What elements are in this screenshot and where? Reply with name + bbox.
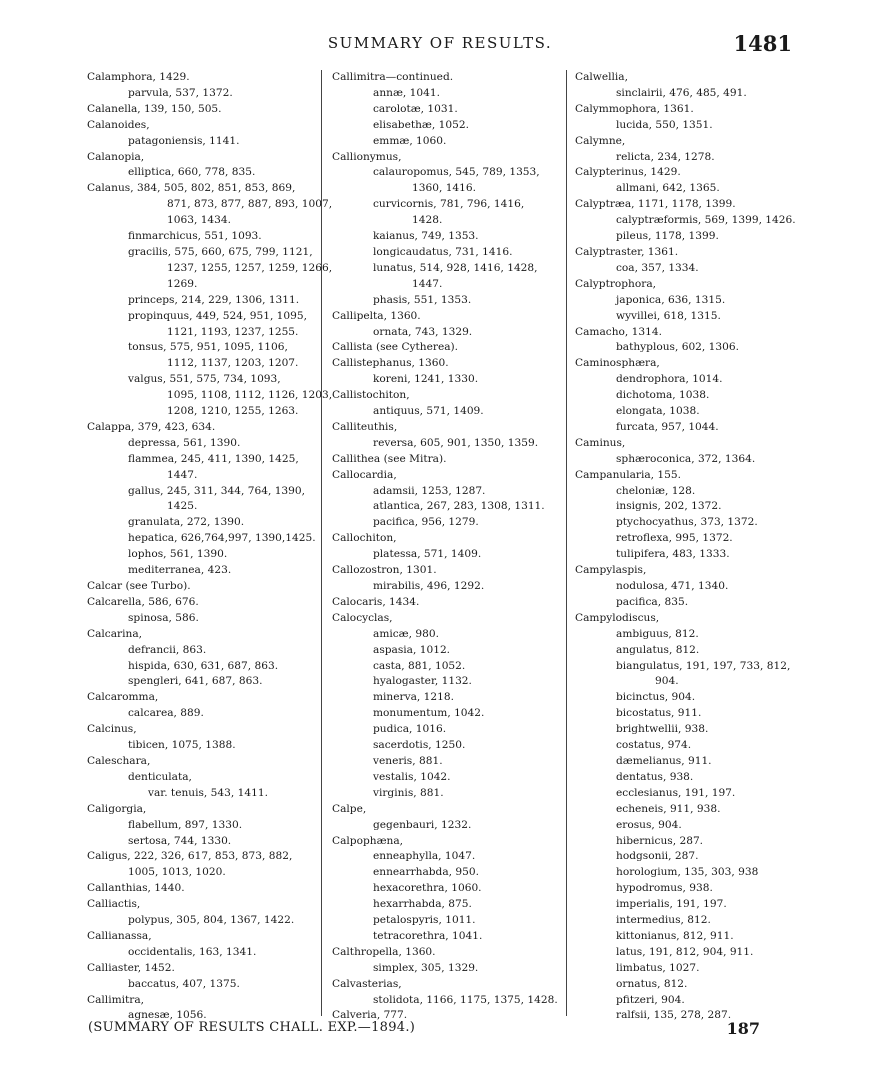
index-genus-entry: Calypterinus, 1429.: [575, 166, 681, 179]
index-species-entry: pacifica, 835.: [616, 595, 689, 608]
index-species-entry: sertosa, 744, 1330.: [128, 834, 232, 847]
index-species-entry: furcata, 957, 1044.: [616, 420, 719, 433]
index-species-entry: adamsii, 1253, 1287.: [373, 484, 486, 497]
index-species-entry: horologium, 135, 303, 938: [616, 866, 759, 879]
index-genus-entry: Callianassa,: [87, 929, 152, 942]
index-species-entry: monumentum, 1042.: [373, 707, 485, 720]
index-species-entry: patagoniensis, 1141.: [128, 134, 240, 147]
index-species-entry: ecclesianus, 191, 197.: [616, 786, 736, 799]
page-title: SUMMARY OF RESULTS.: [327, 34, 553, 52]
index-species-entry: allmani, 642, 1365.: [616, 182, 720, 195]
index-species-entry: hexacorethra, 1060.: [373, 882, 482, 895]
index-species-entry: 904.: [655, 675, 679, 688]
index-species-entry: virginis, 881.: [373, 786, 444, 799]
index-species-entry: tulipifera, 483, 1333.: [616, 548, 730, 561]
index-genus-entry: Caminus,: [575, 436, 626, 449]
index-genus-entry: Calvasterias,: [332, 977, 402, 990]
index-species-entry: 1428.: [412, 214, 443, 227]
index-genus-entry: Calliactis,: [87, 898, 141, 911]
index-species-entry: simplex, 305, 1329.: [373, 961, 479, 974]
index-species-entry: japonica, 636, 1315.: [616, 293, 726, 306]
index-species-entry: ralfsii, 135, 278, 287.: [616, 1009, 732, 1022]
index-species-entry: vestalis, 1042.: [373, 770, 451, 783]
index-species-entry: valgus, 551, 575, 734, 1093,: [128, 373, 281, 386]
index-species-entry: emmæ, 1060.: [373, 134, 447, 147]
index-genus-entry: Callochiton,: [332, 532, 397, 545]
index-genus-entry: Calveria, 777.: [332, 1009, 408, 1022]
index-species-entry: casta, 881, 1052.: [373, 659, 466, 672]
page-number: 1481: [733, 31, 792, 56]
index-species-entry: stolidota, 1166, 1175, 1375, 1428.: [373, 993, 558, 1006]
index-genus-entry: Calpophæna,: [332, 834, 404, 847]
index-species-entry: 1447.: [412, 277, 443, 290]
index-species-entry: reversa, 605, 901, 1350, 1359.: [373, 436, 539, 449]
index-species-entry: gallus, 245, 311, 344, 764, 1390,: [128, 484, 306, 497]
index-species-entry: cheloniæ, 128.: [616, 484, 696, 497]
index-species-entry: calauropomus, 545, 789, 1353,: [373, 166, 540, 179]
index-species-entry: hepatica, 626,764,997, 1390,1425.: [128, 532, 316, 545]
index-genus-entry: Calcarella, 586, 676.: [87, 595, 199, 608]
index-genus-entry: Calpe,: [332, 802, 367, 815]
index-species-entry: brightwellii, 938.: [616, 723, 709, 736]
index-species-entry: koreni, 1241, 1330.: [373, 373, 479, 386]
index-species-entry: bicostatus, 911.: [616, 707, 702, 720]
index-species-entry: finmarchicus, 551, 1093.: [128, 230, 262, 243]
index-genus-entry: Calanus, 384, 505, 802, 851, 853, 869,: [87, 182, 296, 195]
index-genus-entry: Callimitra,: [87, 993, 145, 1006]
index-species-entry: ornatus, 812.: [616, 977, 688, 990]
index-species-entry: 1112, 1137, 1203, 1207.: [167, 357, 299, 370]
index-species-entry: hyalogaster, 1132.: [373, 675, 472, 688]
index-species-entry: tonsus, 575, 951, 1095, 1106,: [128, 341, 288, 354]
index-species-entry: pileus, 1178, 1399.: [616, 230, 719, 243]
index-species-entry: elisabethæ, 1052.: [373, 118, 469, 131]
index-species-entry: wyvillei, 618, 1315.: [616, 309, 721, 322]
index-species-entry: lucida, 550, 1351.: [616, 118, 713, 131]
index-genus-entry: Calliaster, 1452.: [87, 961, 175, 974]
index-genus-entry: Camacho, 1314.: [575, 325, 662, 338]
index-species-entry: 1360, 1416.: [412, 182, 477, 195]
index-species-entry: relicta, 234, 1278.: [616, 150, 715, 163]
index-species-entry: depressa, 561, 1390.: [128, 436, 241, 449]
index-genus-entry: Callozostron, 1301.: [332, 564, 437, 577]
index-genus-entry: Callista (see Cytherea).: [332, 341, 459, 354]
index-genus-entry: Calanoides,: [87, 118, 150, 131]
index-genus-entry: Calocyclas,: [332, 611, 393, 624]
index-species-entry: 1269.: [167, 277, 198, 290]
index-species-entry: platessa, 571, 1409.: [373, 548, 482, 561]
index-species-entry: hodgsonii, 287.: [616, 850, 699, 863]
index-column-1: [87, 70, 333, 1024]
index-species-entry: latus, 191, 812, 904, 911.: [616, 945, 754, 958]
index-species-entry: var. tenuis, 543, 1411.: [148, 786, 268, 799]
index-genus-entry: Calyptrophora,: [575, 277, 657, 290]
index-species-entry: gracilis, 575, 660, 675, 799, 1121,: [128, 245, 313, 258]
index-species-entry: calyptræformis, 569, 1399, 1426.: [616, 214, 796, 227]
index-species-entry: dentatus, 938.: [616, 770, 694, 783]
index-species-entry: flabellum, 897, 1330.: [128, 818, 243, 831]
index-column-2: [332, 70, 562, 1024]
index-species-entry: ambiguus, 812.: [616, 627, 699, 640]
index-genus-entry: Calwellia,: [575, 71, 628, 83]
index-column-3: [575, 70, 815, 1024]
index-species-entry: lophos, 561, 1390.: [128, 548, 228, 561]
index-genus-entry: Callistephanus, 1360.: [332, 357, 449, 370]
index-species-entry: veneris, 881.: [373, 754, 443, 767]
index-species-entry: pudica, 1016.: [373, 723, 447, 736]
index-genus-entry: Calymne,: [575, 134, 626, 147]
index-species-entry: princeps, 214, 229, 1306, 1311.: [128, 293, 300, 306]
index-species-entry: imperialis, 191, 197.: [616, 898, 727, 911]
index-species-entry: aspasia, 1012.: [373, 643, 451, 656]
index-species-entry: 871, 873, 877, 887, 893, 1007,: [167, 198, 333, 211]
index-species-entry: polypus, 305, 804, 1367, 1422.: [128, 914, 295, 927]
index-species-entry: ornata, 743, 1329.: [373, 325, 473, 338]
index-genus-entry: Calanopia,: [87, 150, 145, 163]
index-genus-entry: Callistochiton,: [332, 389, 410, 402]
index-species-entry: hexarrhabda, 875.: [373, 898, 472, 911]
index-genus-entry: Calappa, 379, 423, 634.: [87, 420, 216, 433]
index-species-entry: spinosa, 586.: [128, 611, 199, 624]
index-species-entry: longicaudatus, 731, 1416.: [373, 245, 513, 258]
index-genus-entry: Callithea (see Mitra).: [332, 452, 447, 465]
index-species-entry: baccatus, 407, 1375.: [128, 977, 240, 990]
index-species-entry: agnesæ, 1056.: [128, 1009, 207, 1022]
signature-mark: 187: [726, 1019, 760, 1038]
index-genus-entry: Calcar (see Turbo).: [87, 580, 191, 592]
index-genus-entry: Calcaromma,: [87, 691, 159, 704]
index-genus-entry: Calcarina,: [87, 627, 143, 640]
index-species-entry: 1447.: [167, 468, 198, 481]
index-species-entry: lunatus, 514, 928, 1416, 1428,: [373, 261, 538, 274]
index-species-entry: atlantica, 267, 283, 1308, 1311.: [373, 500, 545, 513]
index-species-entry: flammea, 245, 411, 1390, 1425,: [128, 452, 299, 465]
index-species-entry: elliptica, 660, 778, 835.: [128, 166, 256, 179]
index-species-entry: dendrophora, 1014.: [616, 373, 723, 386]
index-species-entry: coa, 357, 1334.: [616, 261, 699, 274]
index-species-entry: echeneis, 911, 938.: [616, 802, 721, 815]
index-species-entry: erosus, 904.: [616, 818, 682, 831]
index-species-entry: intermedius, 812.: [616, 914, 711, 927]
index-species-entry: retroflexa, 995, 1372.: [616, 532, 733, 545]
index-genus-entry: Callanthias, 1440.: [87, 882, 185, 895]
index-genus-entry: Calcinus,: [87, 723, 137, 736]
index-species-entry: 1095, 1108, 1112, 1126, 1203,: [167, 389, 333, 402]
index-species-entry: dæmelianus, 911.: [616, 754, 712, 767]
index-species-entry: bathyplous, 602, 1306.: [616, 341, 739, 354]
index-species-entry: petalospyris, 1011.: [373, 914, 476, 927]
index-species-entry: hypodromus, 938.: [616, 882, 713, 895]
index-species-entry: biangulatus, 191, 197, 733, 812,: [616, 659, 791, 672]
index-genus-entry: Calanella, 139, 150, 505.: [87, 102, 222, 115]
column-rule: [566, 70, 567, 1016]
index-species-entry: gegenbauri, 1232.: [373, 818, 472, 831]
index-species-entry: kaianus, 749, 1353.: [373, 230, 479, 243]
index-species-entry: mediterranea, 423.: [128, 564, 232, 577]
index-genus-entry: Calyptraster, 1361.: [575, 245, 679, 258]
index-species-entry: 1063, 1434.: [167, 214, 232, 227]
index-genus-entry: Calamphora, 1429.: [87, 71, 190, 83]
index-species-entry: pacifica, 956, 1279.: [373, 516, 479, 529]
index-genus-entry: Caligorgia,: [87, 802, 147, 815]
index-genus-entry: Calthropella, 1360.: [332, 945, 436, 958]
index-species-entry: sphæroconica, 372, 1364.: [616, 452, 756, 465]
index-species-entry: mirabilis, 496, 1292.: [373, 580, 485, 592]
index-species-entry: 1237, 1255, 1257, 1259, 1266,: [167, 261, 333, 274]
index-species-entry: parvula, 537, 1372.: [128, 86, 233, 99]
index-species-entry: occidentalis, 163, 1341.: [128, 945, 257, 958]
index-genus-entry: Caligus, 222, 326, 617, 853, 873, 882,: [87, 850, 293, 863]
index-genus-entry: Campanularia, 155.: [575, 468, 682, 481]
index-genus-entry: Caleschara,: [87, 754, 151, 767]
index-species-entry: sinclairii, 476, 485, 491.: [616, 86, 747, 99]
index-genus-entry: Callipelta, 1360.: [332, 309, 421, 322]
index-genus-entry: Calyptræa, 1171, 1178, 1399.: [575, 198, 736, 211]
index-genus-entry: Campylodiscus,: [575, 611, 660, 624]
index-species-entry: hibernicus, 287.: [616, 834, 704, 847]
footer-note: (SUMMARY OF RESULTS CHALL. EXP.—1894.): [88, 1020, 416, 1035]
index-species-entry: dichotoma, 1038.: [616, 389, 710, 402]
index-genus-entry: Calocaris, 1434.: [332, 595, 420, 608]
index-species-entry: spengleri, 641, 687, 863.: [128, 675, 263, 688]
index-species-entry: ptychocyathus, 373, 1372.: [616, 516, 758, 529]
index-species-entry: tetracorethra, 1041.: [373, 929, 483, 942]
index-species-entry: propinquus, 449, 524, 951, 1095,: [128, 309, 308, 322]
index-species-entry: minerva, 1218.: [373, 691, 454, 704]
index-genus-entry: Callocardia,: [332, 468, 397, 481]
index-genus-entry: Callimitra—continued.: [332, 71, 454, 83]
index-species-entry: insignis, 202, 1372.: [616, 500, 722, 513]
index-genus-entry: Callionymus,: [332, 150, 402, 163]
index-species-entry: ennearrhabda, 950.: [373, 866, 479, 879]
index-species-entry: amicæ, 980.: [373, 627, 439, 640]
index-species-entry: 1208, 1210, 1255, 1263.: [167, 405, 299, 418]
index-species-entry: nodulosa, 471, 1340.: [616, 580, 729, 592]
index-genus-entry: Campylaspis,: [575, 564, 647, 577]
index-species-entry: limbatus, 1027.: [616, 961, 700, 974]
index-species-entry: phasis, 551, 1353.: [373, 293, 472, 306]
index-species-entry: calcarea, 889.: [128, 707, 204, 720]
index-species-entry: tibicen, 1075, 1388.: [128, 739, 236, 752]
index-species-entry: 1425.: [167, 500, 198, 513]
index-species-entry: antiquus, 571, 1409.: [373, 405, 484, 418]
index-species-entry: 1005, 1013, 1020.: [128, 866, 226, 879]
index-genus-entry: Calymmophora, 1361.: [575, 102, 694, 115]
index-species-entry: pfitzeri, 904.: [616, 993, 685, 1006]
index-species-entry: denticulata,: [128, 770, 192, 783]
index-species-entry: sacerdotis, 1250.: [373, 739, 466, 752]
index-species-entry: 1121, 1193, 1237, 1255.: [167, 325, 299, 338]
index-species-entry: carolotæ, 1031.: [373, 102, 458, 115]
index-species-entry: elongata, 1038.: [616, 405, 700, 418]
index-species-entry: annæ, 1041.: [373, 86, 440, 99]
index-species-entry: granulata, 272, 1390.: [128, 516, 245, 529]
index-species-entry: curvicornis, 781, 796, 1416,: [373, 198, 525, 211]
index-species-entry: kittonianus, 812, 911.: [616, 929, 734, 942]
index-genus-entry: Calliteuthis,: [332, 420, 398, 433]
index-species-entry: defrancii, 863.: [128, 643, 207, 656]
index-genus-entry: Caminosphæra,: [575, 357, 660, 370]
index-species-entry: enneaphylla, 1047.: [373, 850, 476, 863]
index-species-entry: angulatus, 812.: [616, 643, 700, 656]
index-species-entry: costatus, 974.: [616, 739, 692, 752]
index-species-entry: bicinctus, 904.: [616, 691, 696, 704]
index-species-entry: hispida, 630, 631, 687, 863.: [128, 659, 279, 672]
